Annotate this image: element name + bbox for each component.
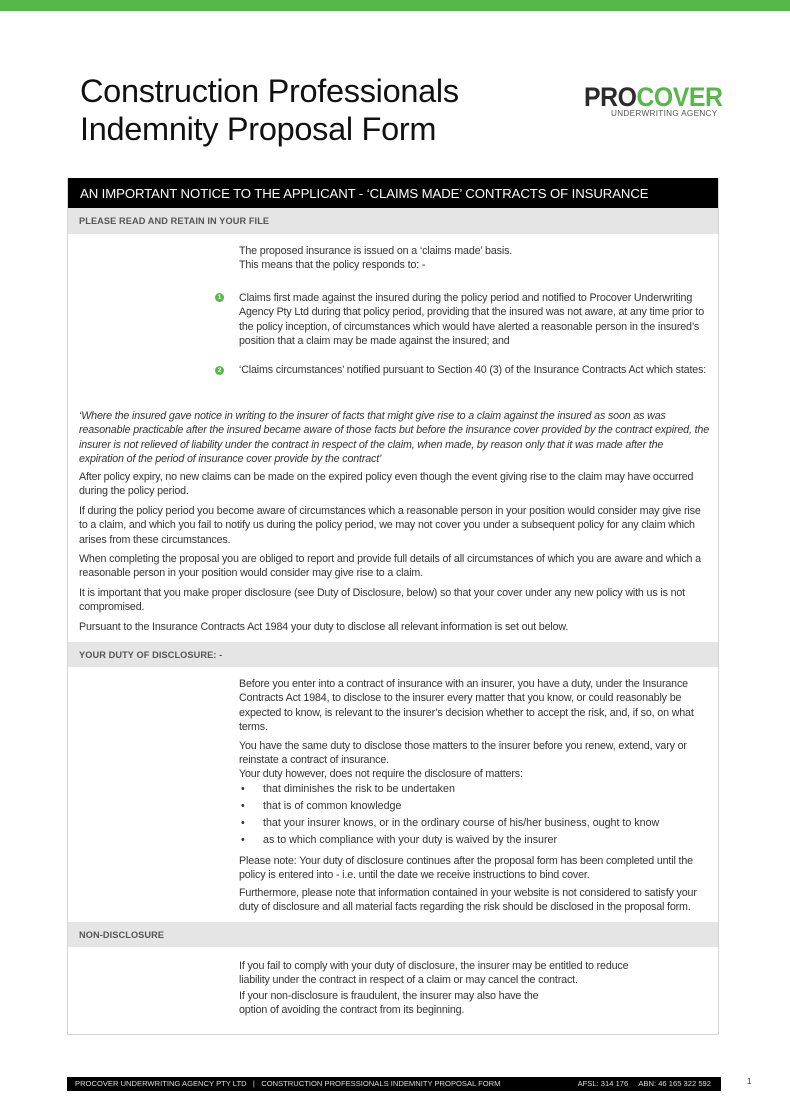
logo-cover: COVER <box>636 82 723 112</box>
top-accent-bar <box>0 0 790 11</box>
logo-wordmark <box>584 82 723 112</box>
procover-logo <box>584 82 724 118</box>
non-disclosure-p2-line-2: option of avoiding the contract from its beginning. <box>239 1004 465 1017</box>
notice-intro <box>239 244 709 273</box>
non-disclosure-p2-line-1: If your non-disclosure is fraudulent, the insurer may also have the <box>239 990 539 1002</box>
duty-paragraph-2: You have the same duty to disclose those matters to the insurer before you renew, extend, vary or reinstate a contract of insurance. <box>239 740 687 767</box>
bullet-text: as to which compliance with your duty is waived by the insurer <box>263 834 558 846</box>
duty-paragraph-4: Please note: Your duty of disclosure continues after the proposal form has been completed until the policy is entered into - i.e. until the date we receive instructions to bind cover. <box>239 855 693 882</box>
notice-subheader: PLEASE READ AND RETAIN IN YOUR FILE <box>68 208 718 234</box>
number-2-icon: 2 <box>215 366 224 375</box>
bullet-text: that is of common knowledge <box>263 800 402 812</box>
notice-box <box>67 178 719 1035</box>
notice-paragraph-4: It is important that you make proper disclosure (see Duty of Disclosure, below) so that your cover under any new policy with us is not compromised. <box>79 587 685 614</box>
duty-paragraph-1: Before you enter into a contract of insurance with an insurer, you have a duty, under the Insurance Contracts Act 1984, to disclose to the insurer every matter that you know, or could reasonably be expected to know, is relevant to the insurer’s decision whether to accept the risk, and, if so, on what terms. <box>239 678 694 733</box>
non-disclosure-paragraph-1 <box>239 959 709 988</box>
notice-item-1: Claims first made against the insured during the policy period and notified to Procover Underwriting Agency Pty Ltd during that policy period, providing that the insured was not aware, at any time prior to the policy inception, of circumstances which would have alerted a reasonable person in the insured’s position that a claim may be made against the insured; and <box>239 292 705 347</box>
bullet-icon: • <box>241 783 245 795</box>
notice-paragraph-1: After policy expiry, no new claims can be made on the expired policy even though the event giving rise to the claim may have occurred during the policy period. <box>79 471 694 498</box>
duty-paragraph-3: Your duty however, does not require the disclosure of matters: <box>239 768 523 780</box>
notice-paragraph-2: If during the policy period you become aware of circumstances which a reasonable person in your position would consider may give rise to a claim, and which you fail to notify us during the policy period, we may not cover you under a subsequent policy for any claim which arises from these circumstances. <box>79 505 701 546</box>
notice-item-2: ‘Claims circumstances’ notified pursuant to Section 40 (3) of the Insurance Contracts Act which states: <box>239 364 707 376</box>
notice-paragraph-5: Pursuant to the Insurance Contracts Act 1984 your duty to disclose all relevant information is set out below. <box>79 621 569 633</box>
title-line-1: Construction Professionals <box>80 73 459 109</box>
duty-paragraph-5: Furthermore, please note that information contained in your website is not considered to satisfy your duty of disclosure and all material facts regarding the risk should be disclosed in the proposal form. <box>239 887 697 914</box>
page-footer <box>67 1077 721 1091</box>
number-1-icon: 1 <box>215 293 224 302</box>
bullet-text: that your insurer knows, or in the ordinary course of his/her business, ought to know <box>263 817 660 829</box>
non-disclosure-header: NON-DISCLOSURE <box>68 922 718 947</box>
bullet-icon: • <box>241 834 245 846</box>
intro-line-1: The proposed insurance is issued on a ‘claims made’ basis. <box>239 245 513 257</box>
bullet-text: that diminishes the risk to be undertaken <box>263 783 455 795</box>
intro-line-2: This means that the policy responds to: - <box>239 259 426 272</box>
notice-header: AN IMPORTANT NOTICE TO THE APPLICANT - ‘CLAIMS MADE’ CONTRACTS OF INSURANCE <box>68 178 718 208</box>
duty-header: YOUR DUTY OF DISCLOSURE: - <box>68 642 718 667</box>
non-disclosure-paragraph-2 <box>239 989 709 1018</box>
bullet-icon: • <box>241 800 245 812</box>
non-disclosure-p1-line-2: liability under the contract in respect of a claim or may cancel the contract. <box>239 974 578 987</box>
title-line-2: Indemnity Proposal Form <box>80 111 437 147</box>
section-40-quote: ‘Where the insured gave notice in writing to the insurer of facts that might give rise to a claim against the insured as soon as was reasonable practicable after the insured became aware of those facts but before the insurance cover provided by the contract expired, the insurer is not relieved of liability under the contract in respect of the claim, when made, by reason only that it was made after the expiration of the period of insurance cover provide by the contract’ <box>79 410 709 465</box>
non-disclosure-p1-line-1: If you fail to comply with your duty of disclosure, the insurer may be entitled to reduce <box>239 960 629 972</box>
page-number: 1 <box>747 1077 752 1086</box>
page-title <box>80 72 459 148</box>
footer-registration: AFSL: 314 176 ABN: 46 165 322 592 <box>577 1079 711 1088</box>
notice-paragraph-3: When completing the proposal you are obliged to report and provide full details of all circumstances of which you are aware and which a reasonable person in your position would consider may give rise to a claim. <box>79 553 701 580</box>
bullet-icon: • <box>241 817 245 829</box>
logo-pro: PRO <box>584 82 637 112</box>
footer-company: PROCOVER UNDERWRITING AGENCY PTY LTD | CONSTRUCTION PROFESSIONALS INDEMNITY PROPOSAL FORM <box>75 1079 501 1088</box>
logo-tagline: UNDERWRITING AGENCY <box>611 109 718 118</box>
